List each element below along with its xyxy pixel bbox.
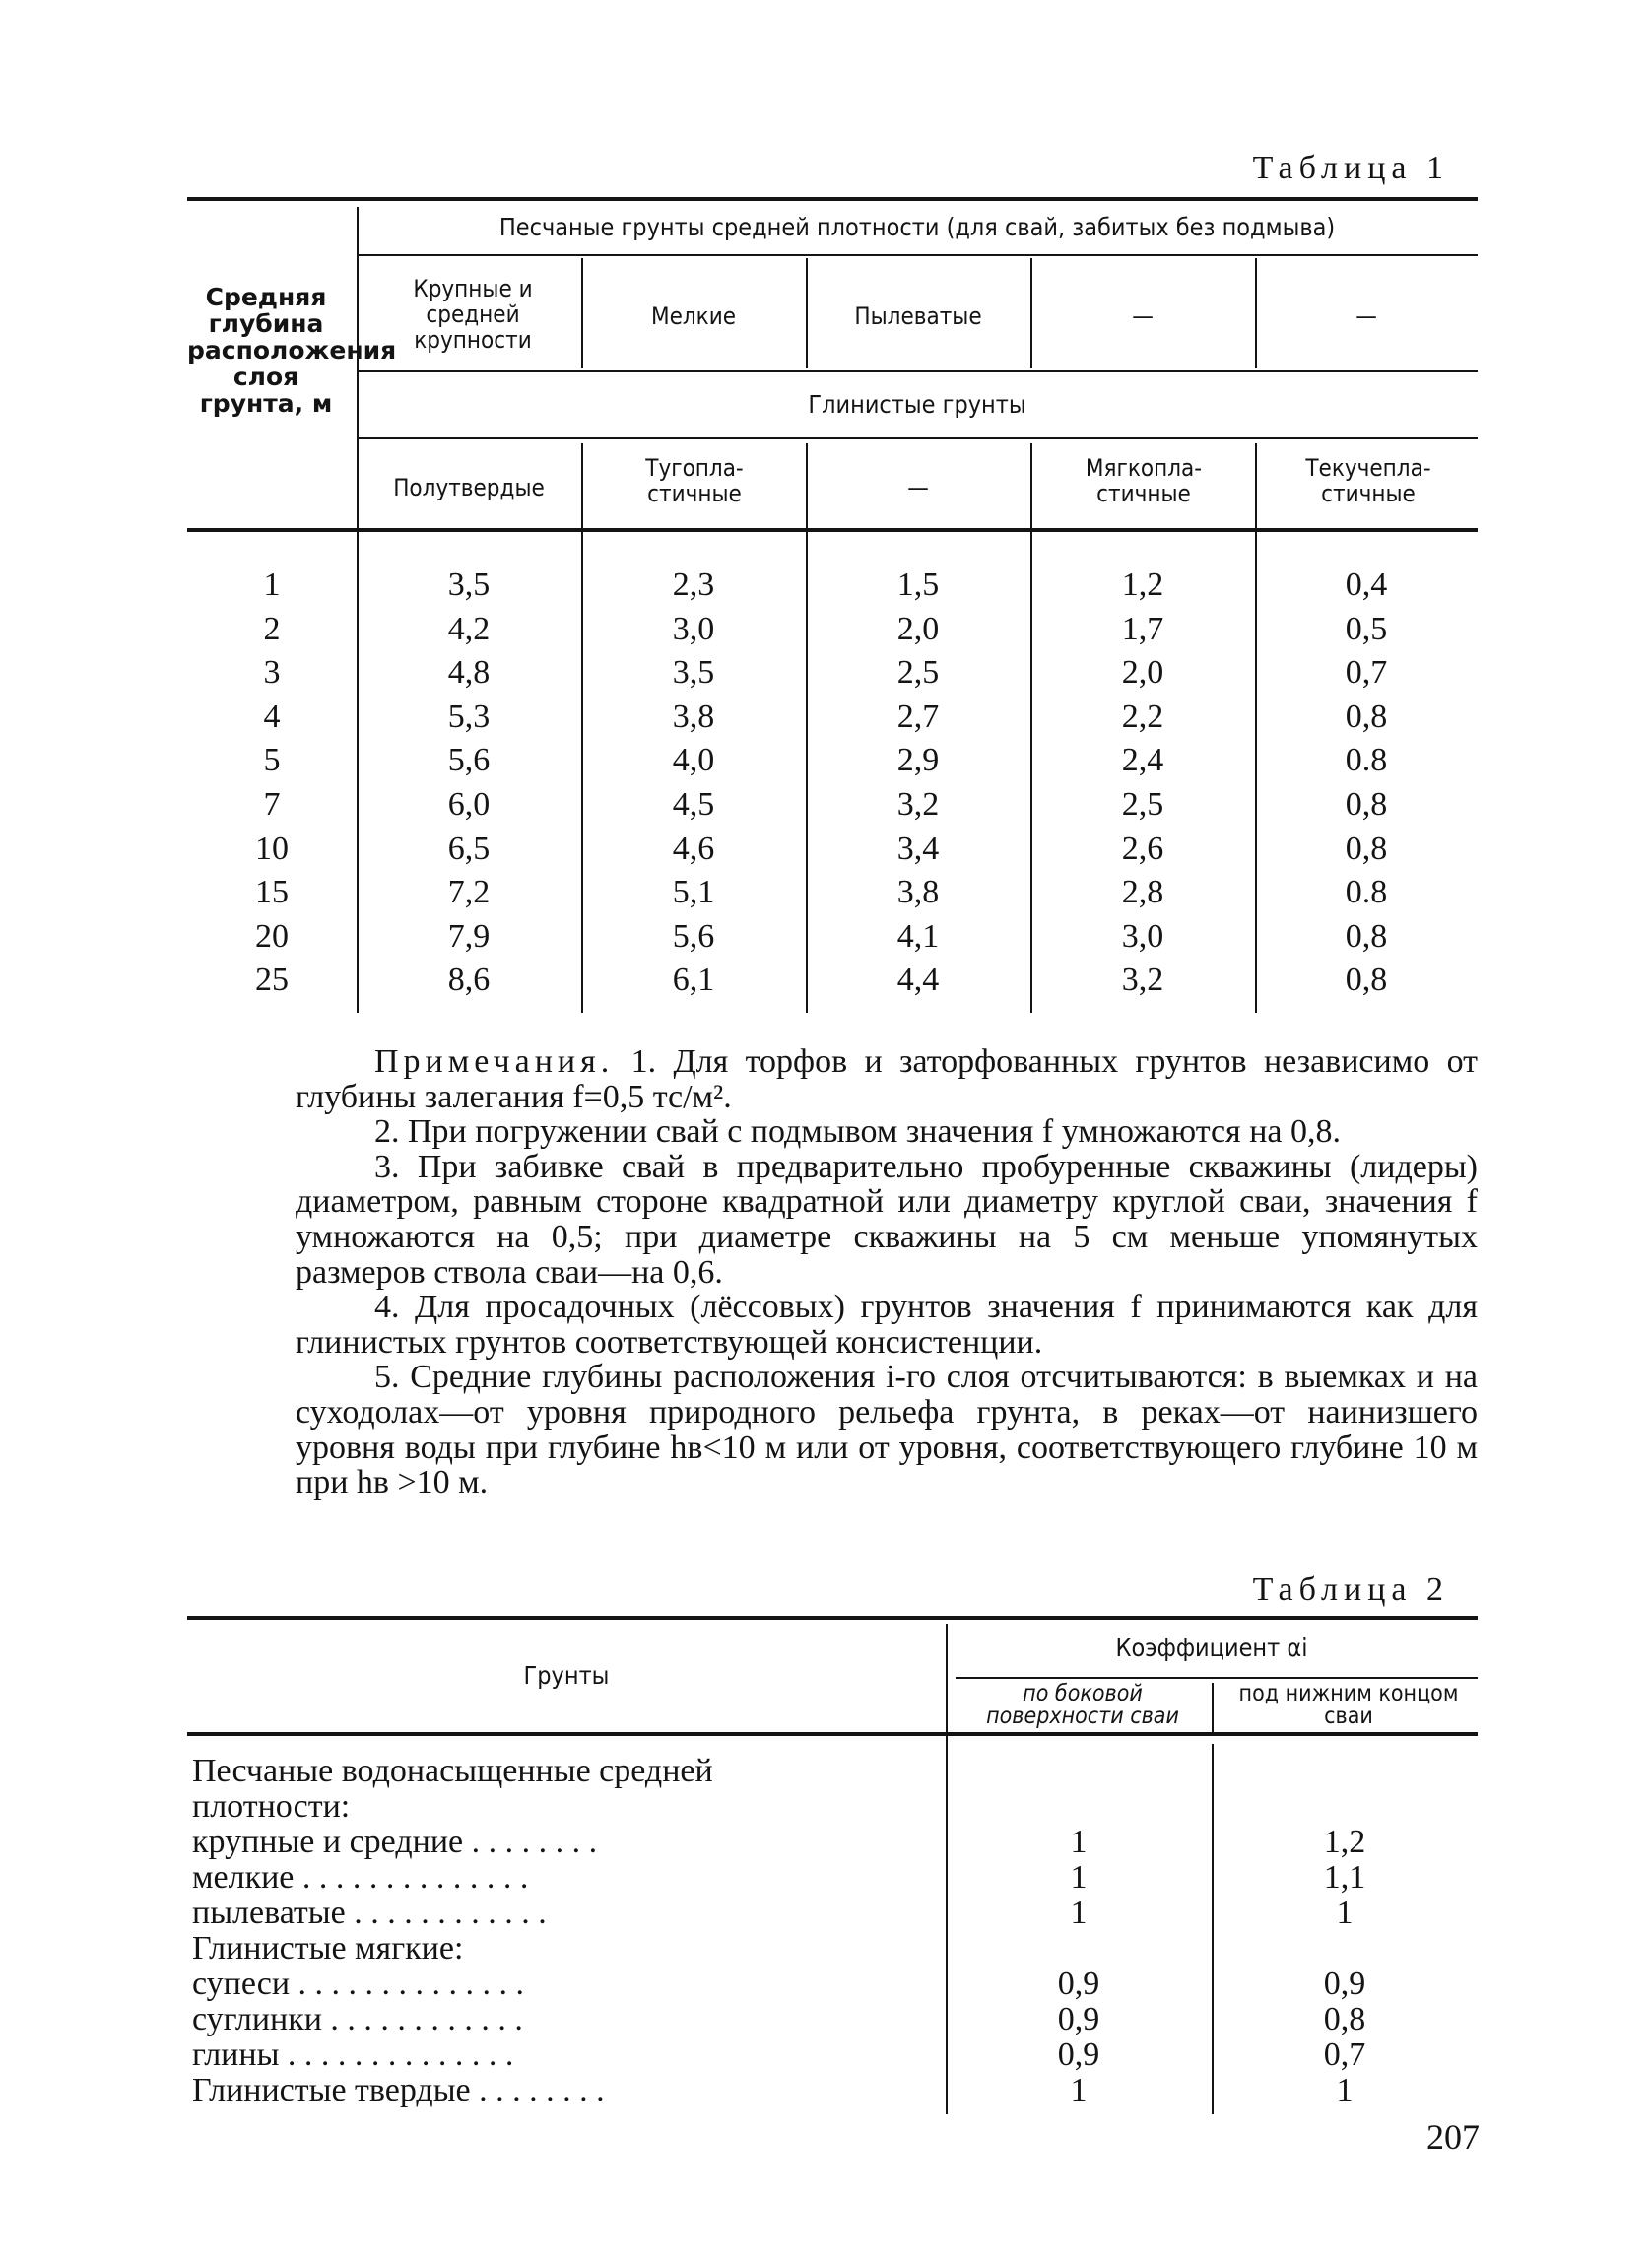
table1-depth-cell: 20 [255,917,289,955]
table2-row-label: суглинки . . . . . . . . . . . . [192,2002,523,2037]
table1-value-cell: 3,0 [672,610,715,647]
table1-value-column-3 [806,564,1030,1003]
table1-value-cell: 2,0 [1121,654,1164,692]
table1-value-cell: 4,8 [447,654,491,692]
table1-depth-cell: 4 [263,698,281,735]
table1-value-cell: 0,4 [1345,567,1388,603]
table1-value-column-2 [581,564,806,1003]
table2-side-value: 1 [1070,1895,1088,1931]
table1-value-cell: 0.8 [1345,874,1388,911]
table1-value-cell: 1,5 [896,567,940,603]
table1-value-cell: 1,7 [1121,610,1164,647]
table2-row-label: мелкие . . . . . . . . . . . . . . [192,1860,529,1896]
table2-coef-group: Коэффициент αi [1115,1634,1308,1662]
table1-value-cell: 2,3 [672,567,715,603]
table1-value-cell: 6,0 [447,785,491,823]
table1-top-rule [187,197,1478,201]
page-number: 207 [1426,2117,1480,2157]
table1-depth-cell: 7 [263,785,281,823]
table2-tip-value: 1,2 [1323,1824,1366,1860]
notes-heading: Примечания. [374,1043,615,1080]
table1-depth-cell: 3 [263,654,281,692]
table1-depth-cell: 15 [255,874,289,911]
table1-clay-col-2: Тугопла-стичные [645,454,744,507]
table1-clay-group: Глинистые грунты [808,390,1026,419]
table2-caption: Таблица 2 [1252,1571,1449,1608]
table1-value-cell: 1,2 [1121,567,1164,603]
table2-col-soils: Грунты [523,1661,610,1690]
table1-value-cell: 0,8 [1345,785,1388,823]
table1-value-cell: 2,5 [1121,785,1164,823]
table1-depth-cell: 10 [255,830,289,867]
table2-top-rule [187,1616,1478,1620]
table1-depth-cell: 1 [263,567,281,603]
table2-vline [1212,1683,1214,1732]
table1-value-cell: 3,5 [672,654,715,692]
table1-value-cell: 0,8 [1345,698,1388,735]
table1-hline [357,254,1478,256]
table2-col-tip: под нижним концом сваи [1238,1681,1459,1729]
table1-sandy-col-5: — [1355,302,1377,330]
table1-value-cell: 2,0 [896,610,940,647]
table2-side-value: 0,9 [1057,2001,1100,2037]
table1-value-cell: 6,1 [672,962,715,999]
table1-value-cell: 0.8 [1345,742,1388,779]
table1-caption: Таблица 1 [1252,150,1449,186]
table1-value-cell: 7,2 [447,874,491,911]
note-5: 5. Средние глубины расположения i-го слоя отсчитываются: в выемках и на суходолах—от уровня природного рельефа грунта, в реках—от наинизшего уровня воды при глубине hв<10 м или от уровня, соответствующего глубине 10 м при hв >10 м. [296,1359,1478,1501]
table1-value-cell: 2,8 [1121,874,1164,911]
table1-clay-col-1: Полутвердые [393,474,545,501]
table1-depth-cell: 5 [263,742,281,779]
table2-side-value: 1 [1070,1859,1088,1896]
table1-sandy-col-2: Мелкие [650,302,737,330]
table1-value-cell: 2,5 [896,654,940,692]
table1-value-cell: 0,8 [1345,917,1388,955]
table1-value-cell: 7,9 [447,917,491,955]
table1-depth-cell: 2 [263,610,281,647]
table1-value-cell: 5,1 [672,874,715,911]
table1-clay-col-4: Мягкопла-стичные [1085,454,1203,507]
table1-value-cell: 2,9 [896,742,940,779]
table2-hline [956,1677,1478,1679]
table1-value-cell: 4,5 [672,785,715,823]
table1-value-cell: 4,2 [447,610,491,647]
table1-value-cell: 3,5 [447,567,491,603]
note-3: 3. При забивке свай в предварительно пробуренные скважины (лидеры) диаметром, равным стороне квадратной или диаметру круглой сваи, значения f умножаются на 0,5; при диаметре скважины на 5 см меньше упомянутых размеров ствола сваи—на 0,6. [296,1148,1478,1291]
table2-side-value: 1 [1070,1824,1088,1860]
table1-value-cell: 3,4 [896,830,940,867]
table1-value-cell: 2,6 [1121,830,1164,867]
note-1-text: 1. Для торфов и заторфованных грунтов независимо от глубины залегания f=0,5 тс/м². [296,1043,1479,1115]
note-1 [296,1044,1478,1114]
table1-value-cell: 0,5 [1345,610,1388,647]
table1-value-column-1 [357,564,581,1003]
table1-value-cell: 0,7 [1345,654,1388,692]
table1-value-cell: 4,1 [896,917,940,955]
table1-depth-cell: 25 [255,962,289,999]
table1-value-cell: 3,0 [1121,917,1164,955]
table2-tip-value: 1 [1336,2072,1354,2108]
table1-value-cell: 0,8 [1345,830,1388,867]
table1-value-column-4 [1030,564,1255,1003]
table1-value-cell: 2,4 [1121,742,1164,779]
table1-sandy-col-3: Пылеватые [854,302,982,330]
table2-row-label: Глинистые твердые . . . . . . . . [192,2073,605,2108]
table1-value-cell: 5,6 [447,742,491,779]
table1-value-cell: 4,6 [672,830,715,867]
table1-value-cell: 5,3 [447,698,491,735]
note-2: 2. При погружении свай с подмывом значения f умножаются на 0,8. [374,1113,1341,1151]
table2-side-value: 1 [1070,2072,1088,2108]
table1-value-cell: 3,2 [1121,962,1164,999]
table2-row-label: крупные и средние . . . . . . . . [192,1825,598,1860]
table2-row-label: плотности: [192,1789,351,1825]
note-4: 4. Для просадочных (лёссовых) грунтов значения f принимаются как для глинистых грунтов соответствующей консистенции. [296,1289,1478,1361]
table2-col-side: по боковой поверхности сваи [986,1681,1179,1729]
table1-notes [296,1044,1478,1501]
table2-row-label: пылеватые . . . . . . . . . . . . [192,1896,547,1931]
table2-tip-value: 0,8 [1323,2001,1366,2037]
table2-row-label: Песчаные водонасыщенные средней [192,1754,713,1789]
table1-sandy-col-1: Крупные и средней крупности [413,275,533,354]
table2-row-label: супеси . . . . . . . . . . . . . . [192,1967,525,2002]
table1-stub-header: Средняя глубина расположения слоя грунта, м [187,283,397,418]
table1-value-cell: 2,2 [1121,698,1164,735]
table2-tip-value: 0,9 [1323,1966,1366,2002]
table1-value-column-5 [1255,564,1478,1003]
table1-value-cell: 8,6 [447,962,491,999]
table1-depth-column [187,564,357,1003]
table2-tip-value: 1,1 [1323,1859,1366,1896]
table1-sandy-col-4: — [1132,302,1154,330]
table2-side-value: 0,9 [1057,2036,1100,2073]
table1-value-cell: 0,8 [1345,962,1388,999]
table1-value-cell: 3,8 [672,698,715,735]
table1-value-cell: 3,2 [896,785,940,823]
table1-value-cell: 4,4 [896,962,940,999]
table2-header-rule [187,1732,1478,1736]
table1-value-cell: 6,5 [447,830,491,867]
table1-hline [357,437,1478,439]
table1-value-cell: 3,8 [896,874,940,911]
table2-row-label: глины . . . . . . . . . . . . . . [192,2037,514,2073]
table2-tip-value: 0,7 [1323,2036,1366,2073]
table2-row-label: Глинистые мягкие: [192,1931,464,1967]
table1-clay-col-3: — [907,474,929,501]
table1-hline [357,370,1478,372]
table1-clay-col-5: Текучепла-стичные [1305,454,1431,507]
table1-header-rule [187,528,1478,532]
table1-value-cell: 2,7 [896,698,940,735]
table1-value-cell: 5,6 [672,917,715,955]
table1-sandy-group: Песчаные грунты средней плотности (для свай, забитых без подмыва) [498,213,1336,241]
table2-tip-value: 1 [1336,1895,1354,1931]
table1-value-cell: 4,0 [672,742,715,779]
table2-side-value: 0,9 [1057,1966,1100,2002]
